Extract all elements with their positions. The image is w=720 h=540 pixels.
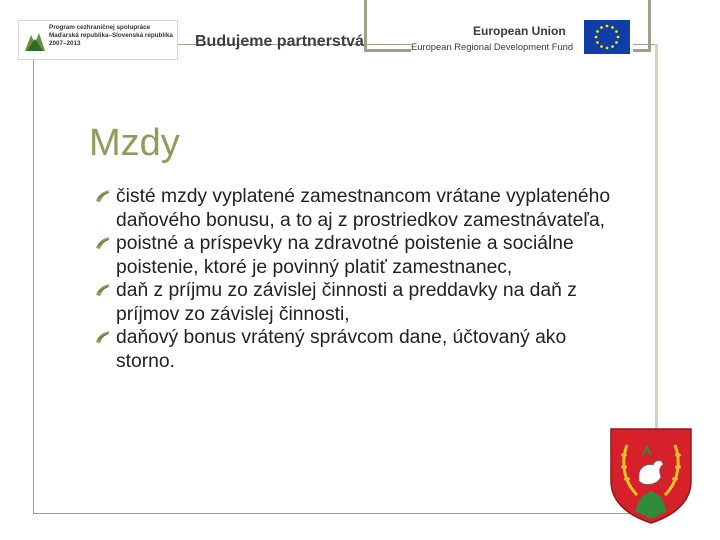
eu-star [611,45,614,48]
swoosh-bullet-icon [95,283,111,297]
list-item [93,326,613,373]
eu-star [615,41,618,44]
eu-flag-icon [584,20,630,54]
bullet-text: čisté mzdy vyplatené zamestnancom vrátane vyplateného daňového bonusu, a to aj z prostriedkov zamestnávateľa, [116,186,611,231]
eu-subtitle: European Regional Development Fund [411,41,574,52]
bullet-text: poistné a príspevky na zdravotné poistenie a sociálne poistenie, ktoré je povinný platiť zamestnanec, [116,233,574,278]
eu-star [595,36,598,39]
swoosh-bullet-icon [95,330,111,344]
eu-star [611,26,614,29]
program-logo-icon [23,25,47,55]
eu-star [600,45,603,48]
list-item [93,279,613,326]
eu-star [596,41,599,44]
eu-star [606,47,609,50]
eu-star [615,30,618,33]
bullet-list [93,185,613,373]
program-logo [18,20,178,60]
swoosh-bullet-icon [95,189,111,203]
list-item [93,232,613,279]
eu-star [606,25,609,28]
program-name: Budujeme partnerstvá [195,33,364,50]
swoosh-bullet-icon [95,236,111,250]
eu-title: European Union [473,24,566,38]
eu-star [600,26,603,29]
bullet-text: daňový bonus vrátený správcom dane, účtovaný ako storno. [116,327,567,372]
slide-title: Mzdy [89,122,180,164]
program-logo-text: Program cezhraničnej spolupráce Maďarská republika–Slovenská republika 2007–2013 [49,24,173,47]
eu-star [596,30,599,33]
eu-star [617,36,620,39]
bullet-text: daň z príjmu zo závislej činnosti a preddavky na daň z príjmov zo závislej činnosti, [116,280,577,325]
list-item [93,185,613,232]
header [0,0,720,58]
coat-of-arms-icon [607,425,695,525]
